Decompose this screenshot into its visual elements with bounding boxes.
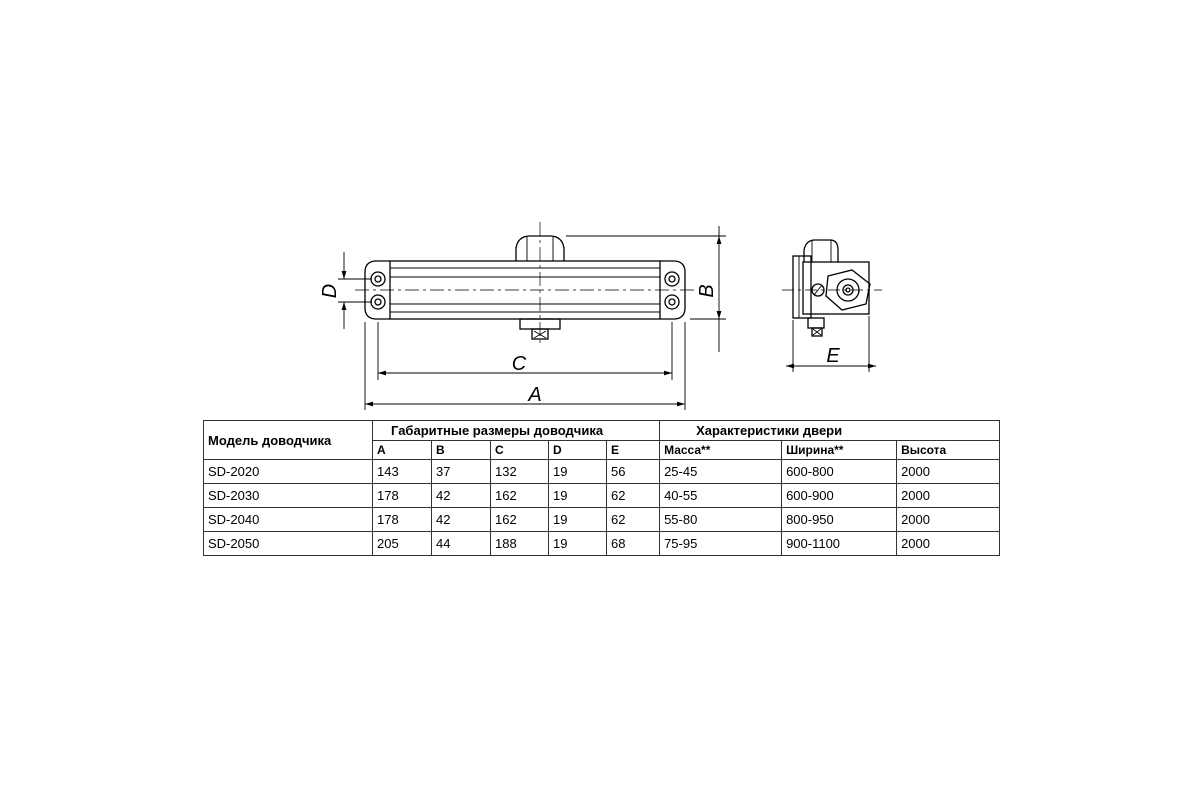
- door-group-header: Характеристики двери: [660, 421, 1000, 441]
- value-cell: 162: [491, 484, 549, 508]
- size-column-header: B: [432, 441, 491, 460]
- size-column-header: D: [549, 441, 607, 460]
- dimension-label-a: A: [528, 384, 542, 406]
- value-cell: 40-55: [660, 484, 782, 508]
- table-row: [204, 508, 1000, 532]
- value-cell: 19: [549, 484, 607, 508]
- table-row: [204, 484, 1000, 508]
- value-cell: 19: [549, 508, 607, 532]
- front-view-dimensions: [338, 226, 726, 410]
- model-cell: SD-2050: [204, 532, 373, 556]
- size-column-header: C: [491, 441, 549, 460]
- specifications-table: [203, 420, 1000, 556]
- value-cell: 162: [491, 508, 549, 532]
- value-cell: 62: [607, 508, 660, 532]
- value-cell: 143: [373, 460, 432, 484]
- value-cell: 56: [607, 460, 660, 484]
- value-cell: 178: [373, 484, 432, 508]
- value-cell: 900-1100: [782, 532, 897, 556]
- value-cell: 42: [432, 484, 491, 508]
- dimension-label-e: E: [826, 345, 840, 367]
- dimension-label-d: D: [319, 283, 341, 299]
- dimension-label-b: B: [696, 284, 718, 298]
- value-cell: 19: [549, 460, 607, 484]
- table-row: [204, 532, 1000, 556]
- value-cell: 2000: [897, 532, 1000, 556]
- value-cell: 37: [432, 460, 491, 484]
- value-cell: 75-95: [660, 532, 782, 556]
- value-cell: 2000: [897, 460, 1000, 484]
- door-column-header: Высота: [897, 441, 1000, 460]
- side-view: [782, 240, 882, 336]
- value-cell: 188: [491, 532, 549, 556]
- size-column-header: E: [607, 441, 660, 460]
- value-cell: 600-900: [782, 484, 897, 508]
- door-column-header: Ширина**: [782, 441, 897, 460]
- dimension-label-c: C: [511, 353, 527, 375]
- value-cell: 178: [373, 508, 432, 532]
- value-cell: 2000: [897, 484, 1000, 508]
- value-cell: 42: [432, 508, 491, 532]
- model-cell: SD-2030: [204, 484, 373, 508]
- value-cell: 44: [432, 532, 491, 556]
- value-cell: 800-950: [782, 508, 897, 532]
- size-column-header: A: [373, 441, 432, 460]
- value-cell: 68: [607, 532, 660, 556]
- table-group-header-row: [204, 421, 1000, 441]
- table-body: [204, 460, 1000, 556]
- model-header: Модель доводчика: [204, 421, 373, 460]
- value-cell: 132: [491, 460, 549, 484]
- value-cell: 2000: [897, 508, 1000, 532]
- front-view: [355, 222, 695, 346]
- model-cell: SD-2040: [204, 508, 373, 532]
- value-cell: 205: [373, 532, 432, 556]
- door-column-header: Масса**: [660, 441, 782, 460]
- size-group-header: Габаритные размеры доводчика: [373, 421, 660, 441]
- value-cell: 19: [549, 532, 607, 556]
- value-cell: 55-80: [660, 508, 782, 532]
- value-cell: 25-45: [660, 460, 782, 484]
- model-cell: SD-2020: [204, 460, 373, 484]
- value-cell: 600-800: [782, 460, 897, 484]
- table-row: [204, 460, 1000, 484]
- value-cell: 62: [607, 484, 660, 508]
